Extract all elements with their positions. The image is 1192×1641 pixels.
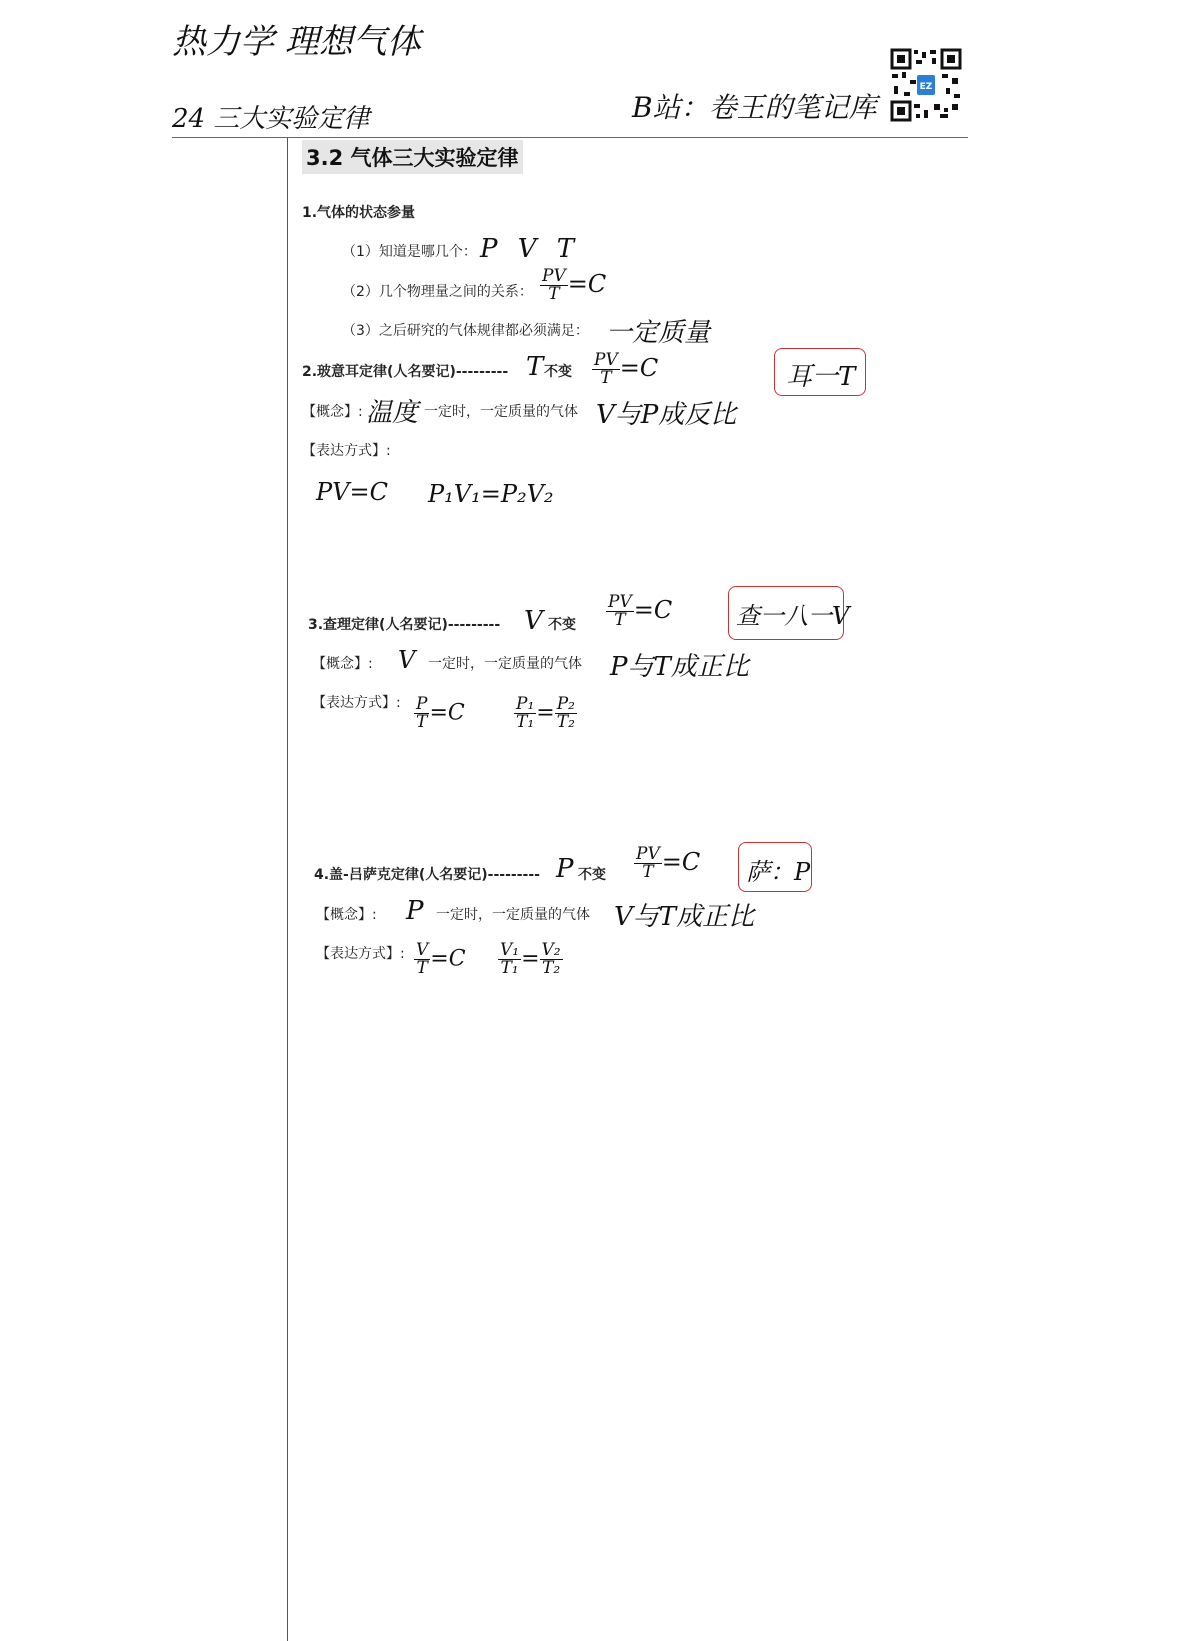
state-item-2-formula: $\frac{PV}{T}$ =C — [542, 266, 607, 304]
gay-lussac-heading: 4.盖-吕萨克定律(人名要记)--------- — [314, 867, 540, 883]
fraction: $\frac{\text{P₁}}{\text{T₁}}$ — [516, 694, 535, 732]
gay-lussac-concept-label: 【概念】: — [316, 907, 377, 923]
charles-expr-1: $\frac{P}{T}$ =C — [416, 694, 465, 732]
fraction: $\frac{PV}{T}$ — [636, 844, 660, 882]
gay-lussac-expr-label: 【表达方式】: — [316, 946, 405, 962]
boyle-const-var: T — [526, 352, 544, 382]
state-params-heading: 1.气体的状态参量 — [302, 205, 416, 221]
charles-concept-conclusion: P与T成正比 — [610, 652, 749, 682]
state-item-2 — [342, 281, 533, 301]
section-title — [302, 140, 523, 174]
gay-lussac-concept-conclusion: V与T成正比 — [614, 902, 755, 932]
charles-concept-hand: V — [398, 646, 416, 674]
state-item-1-label: （1）知道是哪几个： — [342, 244, 477, 260]
fraction: $\frac{PV}{T}$ — [608, 592, 632, 630]
boyle-heading: 2.玻意耳定律(人名要记)--------- — [302, 364, 509, 380]
section-title-text: 3.2 气体三大实验定律 — [306, 146, 519, 170]
qr-code-icon — [890, 48, 962, 122]
gay-lussac-expr-2 — [498, 942, 563, 977]
fraction: $\frac{V}{T}$ — [416, 940, 429, 978]
svg-text:EZ: EZ — [919, 82, 933, 92]
boyle-equation: $\frac{PV}{T}$ =C — [594, 350, 659, 388]
boyle-expr-label: 【表达方式】: — [302, 443, 391, 459]
charles-mnemonic: 查一八一V — [736, 602, 850, 630]
boyle-concept-text: 一定时，一定质量的气体 — [424, 404, 578, 420]
state-item-3-label: （3）之后研究的气体规律都必须满足： — [342, 323, 589, 339]
charles-unchanged: 不变 — [548, 617, 576, 633]
fraction: $\frac{\text{V₁}}{\text{T₁}}$ — [500, 940, 520, 978]
boyle-concept-conclusion: V与P成反比 — [596, 400, 737, 430]
state-item-1 — [342, 241, 477, 261]
state-item-2-label: （2）几个物理量之间的关系： — [342, 284, 533, 300]
equals-sign: = — [521, 946, 540, 972]
fraction: $\frac{\text{P₂}}{\text{T₂}}$ — [556, 694, 575, 732]
fraction: $\frac{P}{T}$ — [416, 694, 428, 732]
gay-lussac-equation: $\frac{PV}{T}$ =C — [636, 844, 701, 882]
equals-sign: = — [536, 700, 555, 726]
header-rule — [172, 137, 968, 138]
boyle-concept-hand: 温度 — [366, 398, 419, 428]
boyle-expr-1: PV=C — [316, 478, 388, 506]
charles-concept-label: 【概念】: — [312, 656, 373, 672]
margin-rule — [287, 137, 288, 1641]
gay-lussac-mnemonic: 萨：P — [746, 858, 811, 886]
boyle-expr-2: P₁V₁=P₂V₂ — [428, 480, 554, 508]
boyle-concept-label: 【概念】: — [302, 404, 363, 420]
charles-const-var: V — [524, 606, 543, 636]
charles-equation: $\frac{PV}{T}$ =C — [608, 592, 673, 630]
gay-lussac-concept-text: 一定时，一定质量的气体 — [436, 907, 590, 923]
boyle-mnemonic: 耳一T — [786, 362, 856, 392]
gay-lussac-unchanged: 不变 — [578, 867, 606, 883]
state-item-1-answer: P V T — [480, 234, 575, 264]
page-title: 热力学 理想气体 — [172, 22, 421, 62]
charles-expr-label: 【表达方式】: — [312, 695, 401, 711]
state-item-3-answer: 一定质量 — [606, 318, 711, 348]
charles-expr-2 — [514, 696, 577, 731]
page-subtitle: 24 三大实验定律 — [172, 104, 370, 134]
fraction: $\frac{PV}{T}$ — [542, 266, 566, 304]
gay-lussac-concept-hand: P — [406, 896, 424, 926]
charles-heading: 3.查理定律(人名要记)--------- — [308, 617, 501, 633]
gay-lussac-const-var: P — [556, 854, 574, 884]
channel-label: B站：卷王的笔记库 — [632, 91, 877, 124]
boyle-unchanged: 不变 — [544, 364, 572, 380]
charles-concept-text: 一定时，一定质量的气体 — [428, 656, 582, 672]
fraction: $\frac{PV}{T}$ — [594, 350, 618, 388]
gay-lussac-expr-1: $\frac{V}{T}$ =C — [416, 940, 466, 978]
state-item-3 — [342, 320, 589, 340]
fraction: $\frac{\text{V₂}}{\text{T₂}}$ — [541, 940, 561, 978]
